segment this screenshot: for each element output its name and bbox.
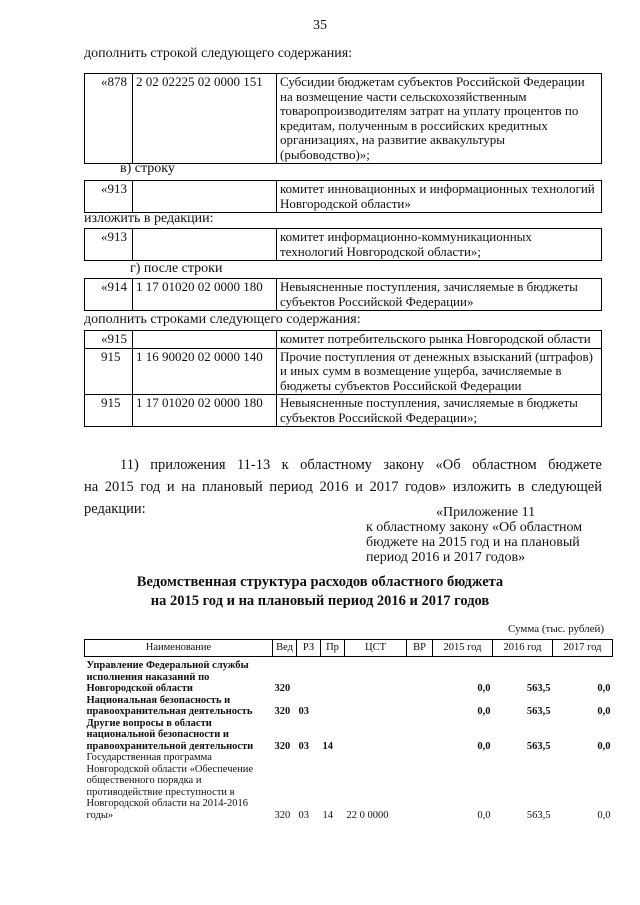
amend-line-1: дополнить строкой следующего содержания: xyxy=(84,46,353,61)
cell-kbk xyxy=(133,331,277,349)
amend-line-3: изложить в редакции: xyxy=(84,211,214,226)
page-title-line-1: Ведомственная структура расходов областного бюджета xyxy=(136,574,504,590)
appendix-line-4: период 2016 и 2017 годов» xyxy=(366,550,526,565)
cell-2017: 0,0 xyxy=(597,809,611,821)
cell-2017: 0,0 xyxy=(597,740,611,752)
cell-cst xyxy=(345,657,407,695)
table-row xyxy=(85,718,613,753)
amend-line-4: г) после строки xyxy=(130,261,223,276)
cell-rz: 03 xyxy=(298,809,309,821)
cell-cst: 22 0 0000 xyxy=(346,809,389,821)
cell-text: Невыясненные поступления, зачисляемые в бюджеты субъектов Российской Федерации» xyxy=(277,279,602,311)
cell-2016: 563,5 xyxy=(526,740,551,752)
amend-table-2 xyxy=(84,180,602,213)
table-row xyxy=(85,348,602,395)
cell-vr xyxy=(407,657,433,695)
table-row xyxy=(85,657,613,695)
cell-text: Невыясненные поступления, зачисляемые в бюджеты субъектов Российской Федерации»; xyxy=(277,395,602,427)
cell-kbk xyxy=(133,181,277,213)
cell-kbk: 1 17 01020 02 0000 180 xyxy=(133,395,277,427)
cell-2015: 0,0 xyxy=(477,683,491,694)
cell-rz: 03 xyxy=(298,740,309,752)
cell-text: Прочие поступления от денежных взысканий (штрафов) и иных сумм в возмещение ущерба, зачисляемые в бюджеты субъектов Российской Федерации xyxy=(277,348,602,395)
cell-code: «878 xyxy=(85,74,133,164)
page-title-line-2: на 2015 год и на плановый период 2016 и 2017 годов xyxy=(150,593,490,609)
table-row xyxy=(85,74,602,164)
col-header: Вед xyxy=(273,640,297,657)
amend-line-5: дополнить строками следующего содержания: xyxy=(84,312,361,327)
table-row xyxy=(85,229,602,261)
cell-2017: 0,0 xyxy=(597,706,611,717)
cell-pr xyxy=(321,657,345,695)
table-row xyxy=(85,279,602,311)
cell-code: «914 xyxy=(85,279,133,311)
amend-table-1 xyxy=(84,73,602,164)
col-header: ВР xyxy=(407,640,433,657)
cell-ved: 320 xyxy=(274,706,291,717)
table-row xyxy=(85,181,602,213)
cell-code: 915 xyxy=(85,348,133,395)
cell-2015: 0,0 xyxy=(477,809,491,821)
cell-vr xyxy=(407,695,433,718)
cell-pr xyxy=(321,695,345,718)
cell-vr xyxy=(407,718,433,753)
amend-table-4 xyxy=(84,278,602,311)
cell-2015: 0,0 xyxy=(477,706,491,717)
cell-2016: 563,5 xyxy=(526,809,551,821)
col-header: РЗ xyxy=(297,640,321,657)
cell-name: Национальная безопасность и правоохранительная деятельность xyxy=(86,694,253,717)
col-header: 2017 год xyxy=(553,640,613,657)
cell-kbk: 1 16 90020 02 0000 140 xyxy=(133,348,277,395)
cell-kbk: 1 17 01020 02 0000 180 xyxy=(133,279,277,311)
cell-kbk: 2 02 02225 02 0000 151 xyxy=(133,74,277,164)
cell-2017: 0,0 xyxy=(597,683,611,694)
cell-cst xyxy=(345,695,407,718)
page-number: 35 xyxy=(313,18,327,33)
expenditure-table xyxy=(84,639,613,821)
table-row xyxy=(85,695,613,718)
cell-pr: 14 xyxy=(322,740,333,752)
cell-name: Управление Федеральной службы исполнения наказаний по Новгородской области xyxy=(86,660,249,694)
cell-rz: 03 xyxy=(298,706,309,717)
amend-line-2: в) строку xyxy=(120,161,175,176)
col-header: Наименование xyxy=(85,640,273,657)
col-header: 2016 год xyxy=(493,640,553,657)
cell-name: Другие вопросы в области национальной безопасности и правоохранительной деятельности xyxy=(86,717,254,752)
cell-code: 915 xyxy=(85,395,133,427)
amend-table-3 xyxy=(84,228,602,261)
table-row xyxy=(85,752,613,821)
col-header: Пр xyxy=(321,640,345,657)
cell-2016: 563,5 xyxy=(526,706,551,717)
cell-rz xyxy=(297,657,321,695)
table-header-row xyxy=(85,640,613,657)
cell-ved: 320 xyxy=(274,809,291,821)
cell-pr: 14 xyxy=(322,809,333,821)
cell-ved: 320 xyxy=(274,683,291,694)
units-label: Сумма (тыс. рублей) xyxy=(508,623,605,635)
cell-ved: 320 xyxy=(274,740,291,752)
cell-code: «913 xyxy=(85,181,133,213)
para-line-1: 11) приложения 11-13 к областному закону «Об областном бюджете xyxy=(120,457,602,473)
cell-code: «915 xyxy=(85,331,133,349)
cell-2016: 563,5 xyxy=(526,683,551,694)
cell-text: комитет инновационных и информационных технологий Новгородской области» xyxy=(277,181,602,213)
cell-cst xyxy=(345,718,407,753)
cell-2015: 0,0 xyxy=(477,740,491,752)
table-row xyxy=(85,395,602,427)
cell-code: «913 xyxy=(85,229,133,261)
appendix-line-1: «Приложение 11 xyxy=(436,505,536,520)
cell-text: Субсидии бюджетам субъектов Российской Федерации на возмещение части сельскохозяйственным товаропроизводителям затрат на уплату процентов по кредитам, полученным в российских кредитных организациях, на развитие аквакультуры (рыбоводство)»; xyxy=(277,74,602,164)
col-header: ЦСТ xyxy=(345,640,407,657)
para-line-2: на 2015 год и на плановый период 2016 и 2017 годов» изложить в следующей xyxy=(84,479,602,495)
cell-text: комитет потребительского рынка Новгородской области xyxy=(277,331,602,349)
amend-table-5 xyxy=(84,330,602,427)
appendix-line-2: к областному закону «Об областном xyxy=(366,520,583,535)
table-row xyxy=(85,331,602,349)
cell-kbk xyxy=(133,229,277,261)
cell-text: комитет информационно-коммуникационных технологий Новгородской области»; xyxy=(277,229,602,261)
col-header: 2015 год xyxy=(433,640,493,657)
cell-name: Государственная программа Новгородской области «Обеспечение общественного порядка и противодействие преступности в Новгородской области на 2014-2016 годы» xyxy=(86,752,254,821)
cell-vr xyxy=(407,752,433,821)
para-line-3: редакции: xyxy=(84,501,146,517)
appendix-line-3: бюджете на 2015 год и на плановый xyxy=(366,535,580,550)
